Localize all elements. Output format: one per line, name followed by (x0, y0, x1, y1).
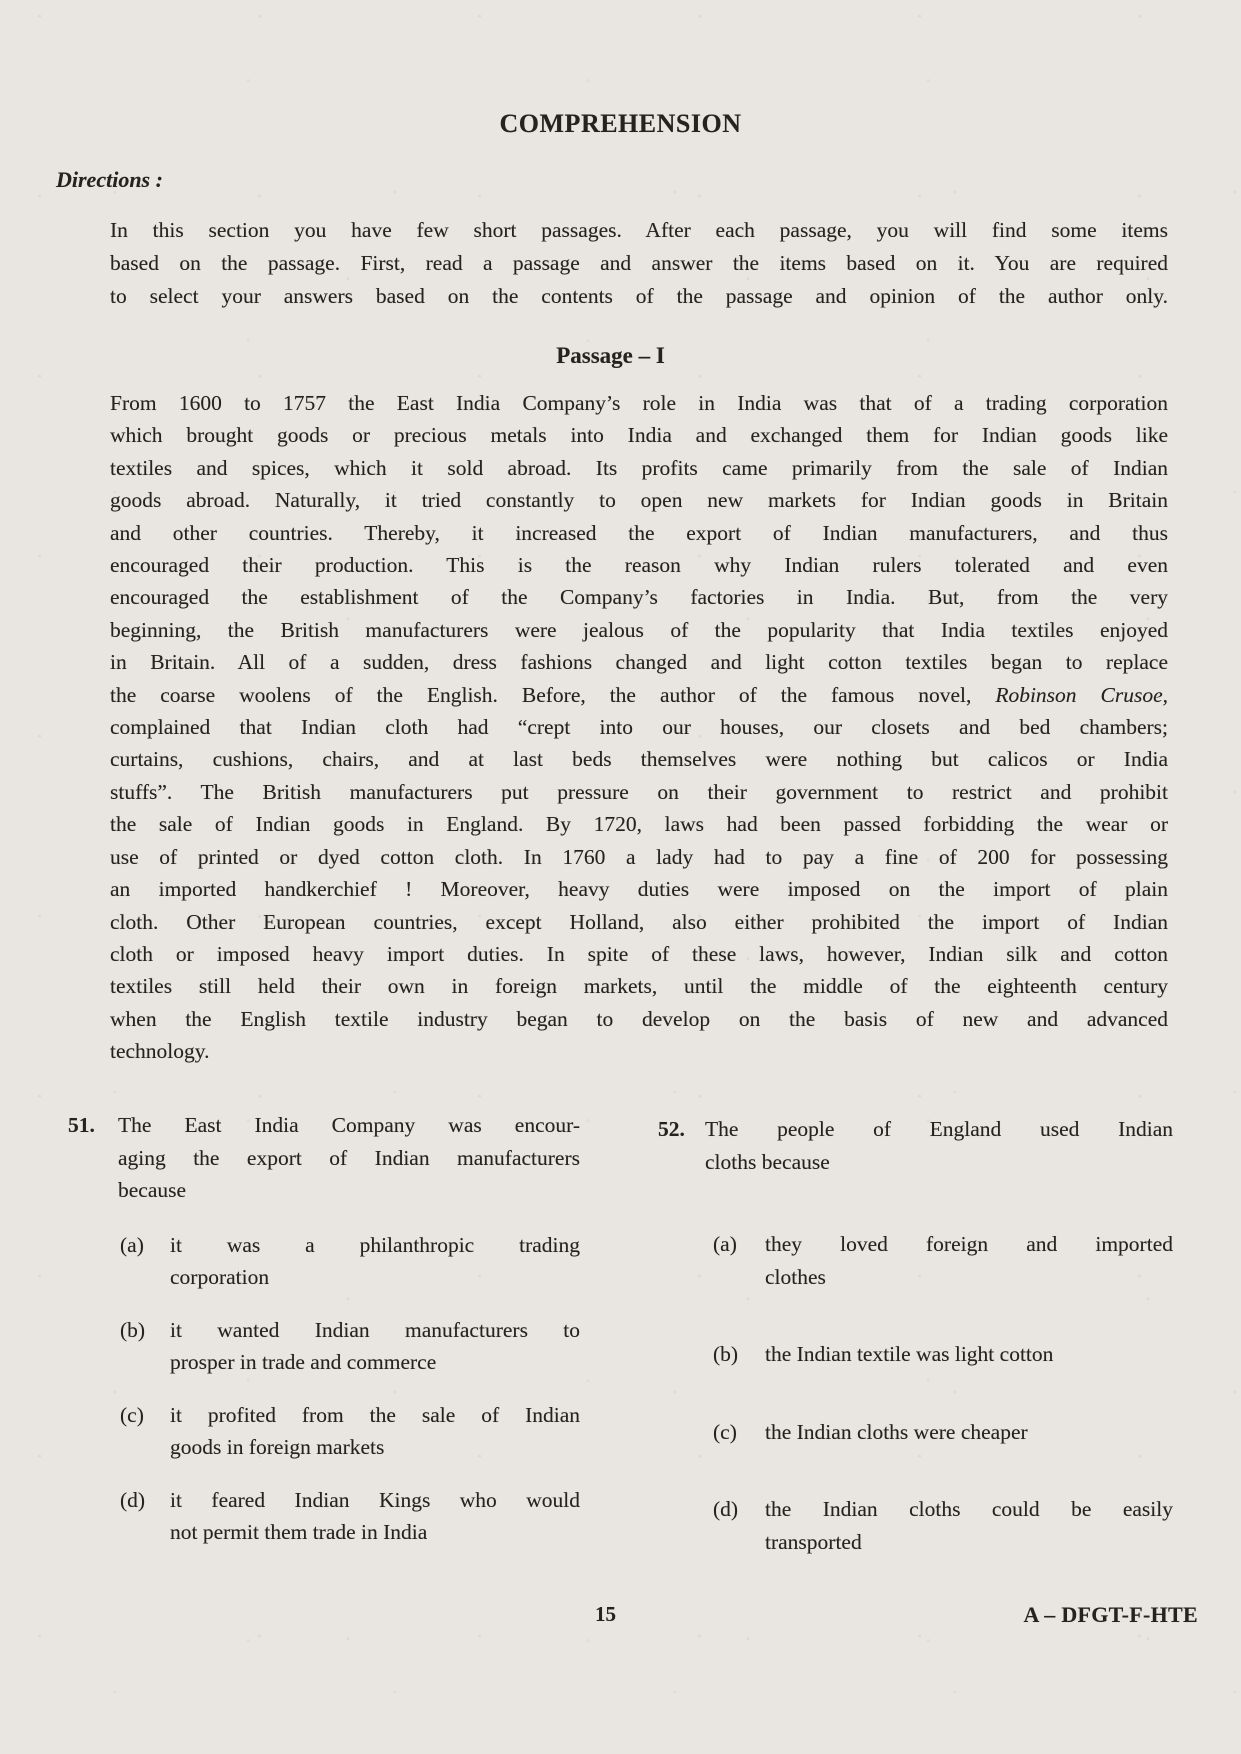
option-label: (a) (120, 1232, 144, 1257)
question-number: 51. (68, 1113, 95, 1137)
answer-option (120, 1229, 580, 1294)
text-line: the Indian textile was light cotton (765, 1342, 1054, 1366)
text-line: goods in foreign markets (170, 1435, 385, 1459)
text-line: cloth or imposed heavy import duties. In spite of these laws, however, Indian silk and cotton (110, 941, 1168, 966)
text-line: the Indian cloths could be easily (765, 1497, 1173, 1521)
text-line: textiles still held their own in foreign markets, until the middle of the eighteenth century (110, 974, 1168, 999)
text-line: corporation (170, 1265, 270, 1289)
booklet-code: A – DFGT-F-HTE (1023, 1602, 1198, 1627)
option-label: (c) (120, 1402, 144, 1427)
text-line: it wanted Indian manufacturers to (170, 1317, 580, 1342)
text-line: beginning, the British manufacturers were jealous of the popularity that India textiles enjoyed (110, 617, 1168, 642)
passage-text (110, 387, 1168, 1068)
option-text (170, 1484, 580, 1549)
option-text (765, 1228, 1173, 1293)
italic-text: Robinson Crusoe, (995, 682, 1169, 707)
text-line: to select your answers based on the contents of the passage and opinion of the author only. (110, 284, 1168, 308)
option-text (170, 1314, 580, 1379)
text-line: encouraged their production. This is the reason why Indian rulers tolerated and even (110, 553, 1168, 578)
text-line: an imported handkerchief ! Moreover, heavy duties were imposed on the import of plain (110, 877, 1168, 902)
option-label: (b) (713, 1342, 739, 1366)
passage-heading: Passage – I (556, 343, 665, 368)
text-line: stuffs”. The British manufacturers put pressure on their government to restrict and prohibit (110, 779, 1168, 804)
text-line: goods abroad. Naturally, it tried constantly to open new markets for Indian goods in Britain (110, 488, 1168, 513)
text-line: use of printed or dyed cotton cloth. In 1760 a lady had to pay a fine of 200 for possessing (110, 844, 1168, 869)
text-line: prosper in trade and commerce (170, 1350, 437, 1374)
text-line: because (118, 1178, 187, 1202)
answer-option (713, 1493, 1173, 1558)
option-label: (b) (120, 1317, 146, 1342)
text-line: encouraged the establishment of the Company’s factories in India. But, from the very (110, 585, 1168, 610)
text-line: cloths because (705, 1149, 830, 1174)
option-text (170, 1399, 580, 1464)
text-line: and other countries. Thereby, it increased the export of Indian manufacturers, and thus (110, 520, 1168, 545)
text-line: complained that Indian cloth had “crept into our houses, our closets and bed chambers; (110, 715, 1168, 740)
text-line: it feared Indian Kings who would (170, 1487, 580, 1512)
text-line (110, 679, 1168, 711)
answer-option (713, 1416, 1173, 1449)
option-text (765, 1338, 1173, 1371)
answer-option (120, 1314, 580, 1379)
answer-option (120, 1484, 580, 1549)
text-line: the sale of Indian goods in England. By 1720, laws had been passed forbidding the wear or (110, 812, 1168, 837)
question-head (658, 1113, 1173, 1178)
text-line: it profited from the sale of Indian (170, 1402, 580, 1427)
page-number: 15 (595, 1602, 616, 1626)
page-footer (0, 1602, 1241, 1644)
question-stem (705, 1113, 1173, 1178)
answer-option (713, 1338, 1173, 1371)
text-line: not permit them trade in India (170, 1520, 428, 1544)
text-line: aging the export of Indian manufacturers (118, 1145, 580, 1170)
question-stem (118, 1109, 580, 1207)
text-line: in Britain. All of a sudden, dress fashions changed and light cotton textiles began to replace (110, 650, 1168, 675)
text-line: In this section you have few short passages. After each passage, you will find some items (110, 218, 1168, 242)
option-label: (d) (713, 1497, 739, 1521)
text-line: cloth. Other European countries, except Holland, also either prohibited the import of Indian (110, 909, 1168, 934)
text-line: based on the passage. First, read a passage and answer the items based on it. You are required (110, 251, 1168, 275)
text-line: technology. (110, 1039, 210, 1064)
text-line: The East India Company was encour- (118, 1113, 580, 1137)
text-line: textiles and spices, which it sold abroad. Its profits came primarily from the sale of Indian (110, 455, 1168, 480)
question-number: 52. (658, 1117, 685, 1141)
text-line: transported (765, 1529, 862, 1554)
option-label: (d) (120, 1487, 146, 1512)
text-line: curtains, cushions, chairs, and at last beds themselves were nothing but calicos or India (110, 747, 1168, 772)
text-line: which brought goods or precious metals into India and exchanged them for Indian goods like (110, 423, 1168, 448)
text-line: clothes (765, 1264, 826, 1289)
option-text (170, 1229, 580, 1294)
directions-label: Directions : (56, 167, 163, 192)
text-line: From 1600 to 1757 the East India Company’s role in India was that of a trading corporation (110, 391, 1168, 415)
text-line: they loved foreign and imported (765, 1232, 1173, 1256)
answer-option (713, 1228, 1173, 1293)
option-label: (a) (713, 1232, 737, 1256)
question-options (713, 1228, 1173, 1558)
directions-text (110, 214, 1168, 313)
answer-option (120, 1399, 580, 1464)
question-options (120, 1229, 580, 1549)
section-title: COMPREHENSION (499, 109, 742, 138)
question-52 (658, 1113, 1173, 1558)
text-segment: the coarse woolens of the English. Before, the author of the famous novel, (110, 682, 996, 707)
question-51 (68, 1109, 580, 1549)
question-head (68, 1109, 580, 1207)
text-line: the Indian cloths were cheaper (765, 1419, 1028, 1444)
text-line: when the English textile industry began to develop on the basis of new and advanced (110, 1006, 1168, 1031)
option-label: (c) (713, 1419, 737, 1444)
text-line: it was a philanthropic trading (170, 1232, 580, 1257)
text-line: The people of England used Indian (705, 1117, 1173, 1141)
option-text (765, 1416, 1173, 1449)
option-text (765, 1493, 1173, 1558)
